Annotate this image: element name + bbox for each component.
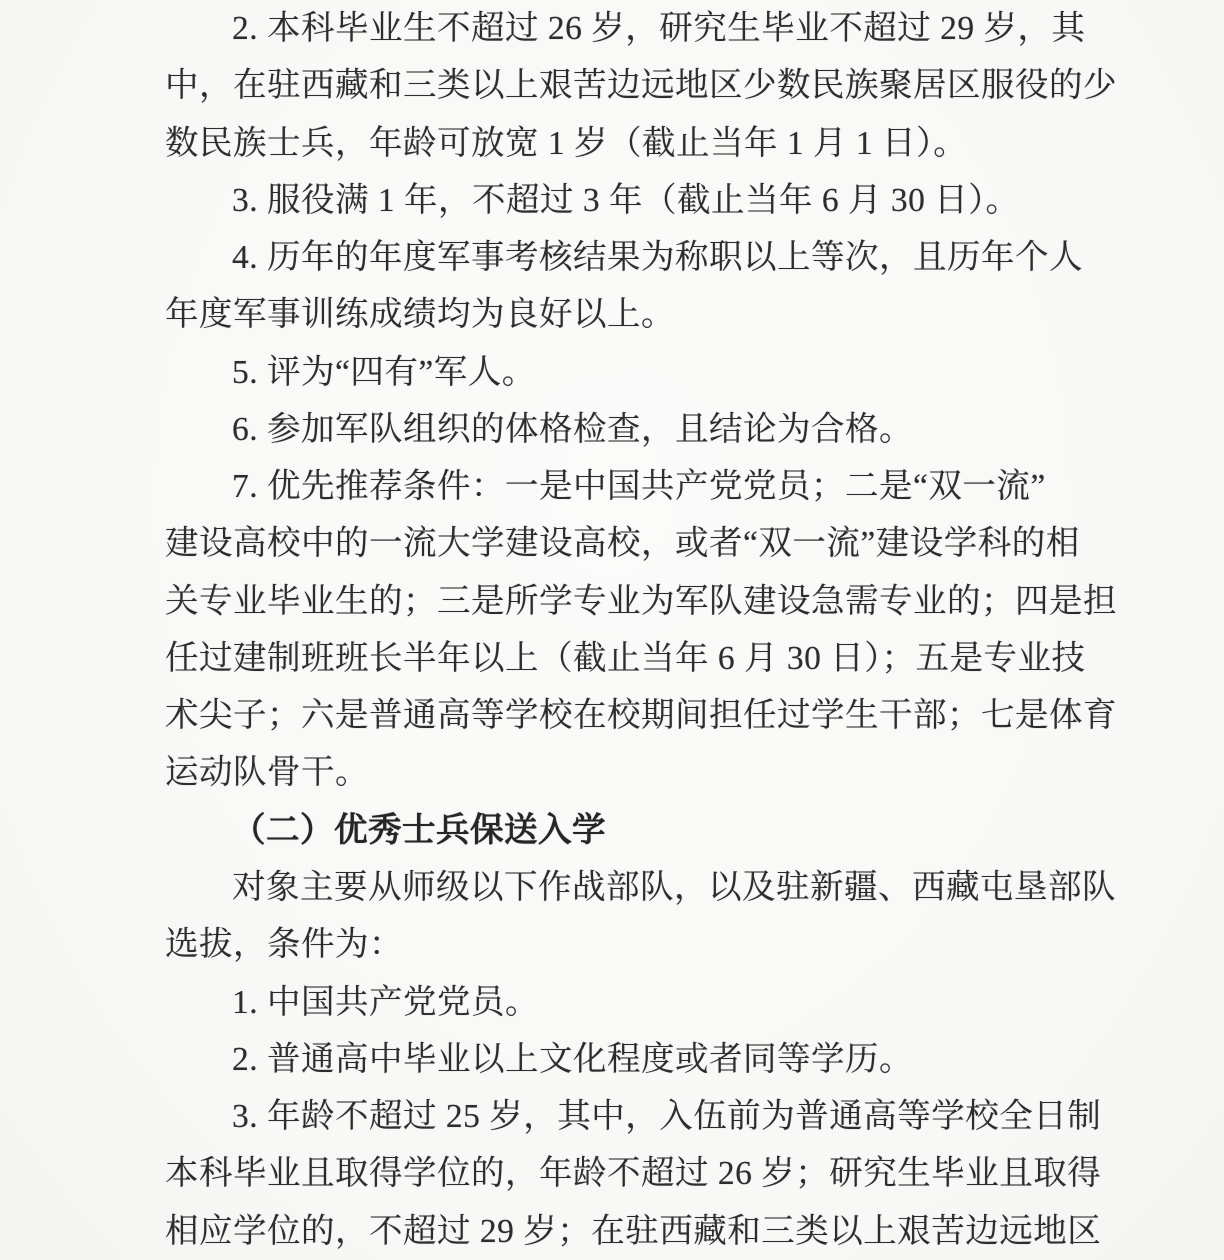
paragraph xyxy=(165,859,1116,974)
section-heading xyxy=(165,802,1094,859)
heading-text-line: （二）优秀士兵保送入学 xyxy=(232,811,606,849)
text-line: 关专业毕业生的；三是所学专业为军队建设急需专业的；四是担 xyxy=(165,582,1117,620)
text-line: 5. 评为“四有”军人。 xyxy=(232,353,536,391)
text-line: 术尖子；六是普通高等学校在校期间担任过学生干部；七是体育 xyxy=(165,697,1117,735)
paragraph xyxy=(165,974,1094,1031)
text-line: 数民族士兵，年龄可放宽 1 岁（截止当年 1 月 1 日）。 xyxy=(165,124,968,162)
text-line: 本科毕业且取得学位的，年龄不超过 26 岁；研究生毕业且取得 xyxy=(165,1155,1102,1193)
text-line: 建设高校中的一流大学建设高校，或者“双一流”建设学科的相 xyxy=(165,525,1080,563)
text-line: 3. 服役满 1 年，不超过 3 年（截止当年 6 月 30 日）。 xyxy=(232,181,1020,219)
text-line: 3. 年龄不超过 25 岁，其中，入伍前为普通高等学校全日制 xyxy=(232,1098,1102,1136)
paragraph xyxy=(165,172,1094,229)
text-line: 任过建制班班长半年以上（截止当年 6 月 30 日）；五是专业技 xyxy=(165,639,1086,677)
text-line: 运动队骨干。 xyxy=(165,754,369,792)
paragraph xyxy=(165,0,1117,172)
text-line: 对象主要从师级以下作战部队，以及驻新疆、西藏屯垦部队 xyxy=(232,868,1116,906)
text-line: 年度军事训练成绩均为良好以上。 xyxy=(165,296,675,334)
paragraph xyxy=(165,458,1117,802)
paragraph xyxy=(165,1031,1094,1088)
text-line: 2. 本科毕业生不超过 26 岁，研究生毕业不超过 29 岁，其 xyxy=(232,10,1086,47)
text-line: 中，在驻西藏和三类以上艰苦边远地区少数民族聚居区服役的少 xyxy=(165,67,1117,105)
text-line: 2. 普通高中毕业以上文化程度或者同等学历。 xyxy=(232,1040,913,1078)
text-line: 4. 历年的年度军事考核结果为称职以上等次，且历年个人 xyxy=(232,239,1083,277)
text-line: 相应学位的，不超过 29 岁；在驻西藏和三类以上艰苦边远地区 xyxy=(165,1212,1102,1250)
paragraph xyxy=(165,344,1094,401)
paragraph xyxy=(165,1088,1102,1260)
text-line: 选拔，条件为： xyxy=(165,926,403,964)
paragraph xyxy=(165,401,1094,458)
paragraph xyxy=(165,229,1094,344)
text-line: 6. 参加军队组织的体格检查，且结论为合格。 xyxy=(232,410,913,448)
text-line: 1. 中国共产党党员。 xyxy=(232,983,539,1021)
text-line: 7. 优先推荐条件：一是中国共产党党员；二是“双一流” xyxy=(232,468,1046,506)
